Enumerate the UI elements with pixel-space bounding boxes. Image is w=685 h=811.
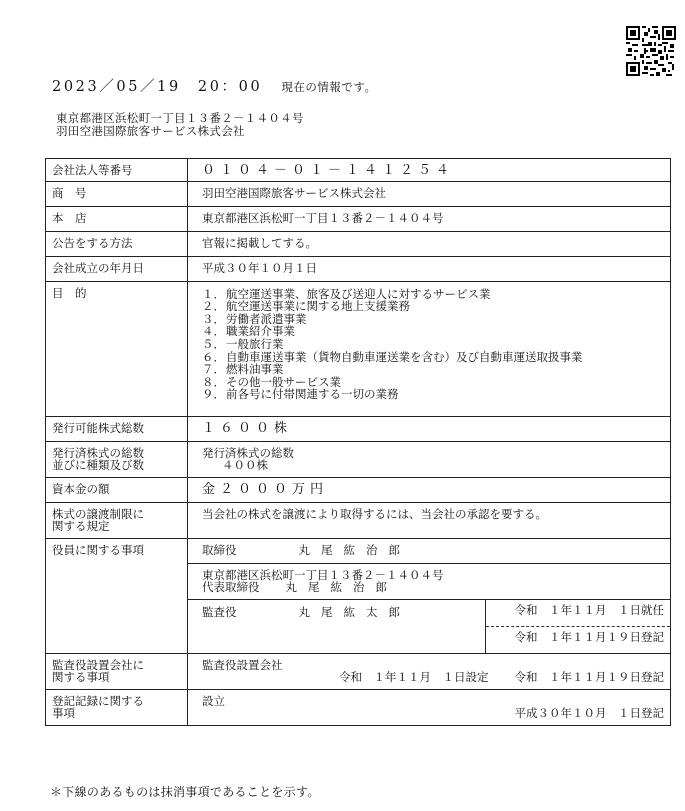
info-timestamp <box>52 75 377 96</box>
label-officers: 役員に関する事項 <box>46 538 188 653</box>
auditor-company-set-date: 令和 １年１１月 １日設定 <box>339 670 489 685</box>
qr-code-icon <box>626 26 676 76</box>
row-head-office <box>46 206 671 231</box>
row-trade-name <box>46 181 671 206</box>
label-registration-record: 登記記録に関する 事項 <box>46 689 188 725</box>
list-item: ６．自動車運送事業（貨物自動車運送業を含む）及び自動車運送取扱事業 <box>202 349 583 364</box>
label-purpose: 目 的 <box>46 281 188 416</box>
purpose-list <box>202 288 664 401</box>
value-authorized-shares: １６００株 <box>202 420 293 436</box>
label-corporate-number: 会社法人等番号 <box>46 159 188 182</box>
auditor-appointed-date: 令和 １年１１月 １日就任 <box>486 600 671 627</box>
row-capital <box>46 477 671 502</box>
label-authorized-shares: 発行可能株式総数 <box>46 416 188 441</box>
label-public-notice: 公告をする方法 <box>46 231 188 256</box>
list-item: ９．前各号に付帯関連する一切の業務 <box>202 387 399 402</box>
value-representative: 東京都港区浜松町一丁目１３番２－１４０４号 代表取締役 丸尾紘治郎 <box>188 563 671 599</box>
label-head-office: 本 店 <box>46 206 188 231</box>
value-corporate-number: ０１０４－０１－１４１２５４ <box>202 163 455 178</box>
list-item: １．航空運送事業、旅客及び送迎人に対するサービス業 <box>202 286 491 301</box>
row-public-notice <box>46 231 671 256</box>
list-item: ７．燃料油事業 <box>202 362 284 377</box>
value-established: 平成３０年１０月１日 <box>188 256 671 281</box>
row-established <box>46 256 671 281</box>
value-auditor-company: 監査役設置会社 令和 １年１１月 １日設定 令和 １年１１月１９日登記 <box>188 653 671 689</box>
auditor-company-reg-date: 令和 １年１１月１９日登記 <box>514 670 664 685</box>
header-address: 東京都港区浜松町一丁目１３番２－１４０４号 <box>56 111 304 125</box>
row-issued-shares <box>46 441 671 477</box>
label-transfer-restriction: 株式の譲渡制限に 関する規定 <box>46 502 188 538</box>
value-capital: 金２０００万円 <box>202 481 329 497</box>
value-director: 取締役 丸尾紘治郎 <box>188 538 671 563</box>
registry-table <box>45 158 671 726</box>
label-auditor-company: 監査役設置会社に 関する事項 <box>46 653 188 689</box>
list-item: ２．航空運送事業に関する地上支援業務 <box>202 299 410 314</box>
value-head-office: 東京都港区浜松町一丁目１３番２－１４０４号 <box>188 206 671 231</box>
auditor-subtable <box>188 600 670 653</box>
timestamp-value: 2023／05／19 20：00 <box>52 79 263 95</box>
registration-date: 平成３０年１０月 １日登記 <box>514 706 664 721</box>
row-purpose <box>46 281 671 416</box>
list-item: ４．職業紹介事業 <box>202 324 295 339</box>
row-transfer-restriction <box>46 502 671 538</box>
label-issued-shares: 発行済株式の総数 並びに種類及び数 <box>46 441 188 477</box>
value-public-notice: 官報に掲載してする。 <box>188 231 671 256</box>
label-capital: 資本金の額 <box>46 477 188 502</box>
row-corporate-number <box>46 159 671 182</box>
label-trade-name: 商 号 <box>46 181 188 206</box>
timestamp-note: 現在の情報です。 <box>281 80 377 94</box>
list-item: ３．労働者派遣事業 <box>202 311 307 326</box>
header-company-name: 羽田空港国際旅客サービス株式会社 <box>56 124 245 138</box>
footer-note: ＊下線のあるものは抹消事項であることを示す。 <box>50 785 320 799</box>
value-trade-name: 羽田空港国際旅客サービス株式会社 <box>188 181 671 206</box>
auditor-registered-date: 令和 １年１１月１９日登記 <box>486 626 671 653</box>
row-auditor-company <box>46 653 671 689</box>
value-issued-shares: 発行済株式の総数 ４００株 <box>188 441 671 477</box>
row-registration-record <box>46 689 671 725</box>
value-registration-record: 設立 平成３０年１０月 １日登記 <box>188 689 671 725</box>
list-item: ５．一般旅行業 <box>202 336 284 351</box>
value-auditor: 監査役 丸尾紘太郎 <box>202 604 411 619</box>
label-established: 会社成立の年月日 <box>46 256 188 281</box>
row-officers-director <box>46 538 671 563</box>
row-authorized-shares <box>46 416 671 441</box>
list-item: ８．その他一般サービス業 <box>202 374 341 389</box>
value-transfer-restriction: 当会社の株式を譲渡により取得するには、当会社の承認を要する。 <box>188 502 671 538</box>
